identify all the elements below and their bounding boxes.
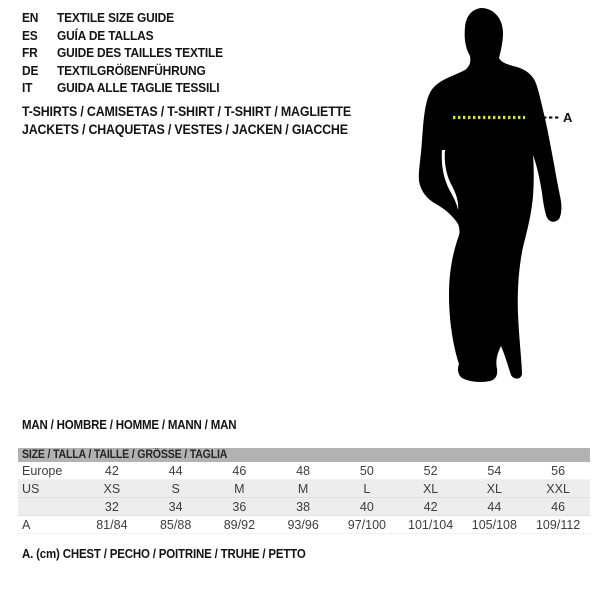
size-cell: 54 <box>487 463 502 478</box>
size-cell: 34 <box>168 499 183 514</box>
row-label: US <box>22 481 40 496</box>
language-title: GUÍA DE TALLAS <box>56 27 154 43</box>
size-cell: 93/96 <box>287 517 319 532</box>
language-code: EN <box>22 10 39 26</box>
language-row <box>22 27 223 45</box>
size-cell: 36 <box>232 499 247 514</box>
size-cell: 101/104 <box>408 517 454 532</box>
category-tshirts: T-SHIRTS / CAMISETAS / T-SHIRT / T-SHIRT / MAGLIETTE <box>22 104 352 119</box>
size-cell: 105/108 <box>471 517 517 532</box>
size-cell: 48 <box>296 463 311 478</box>
language-title: GUIDE DES TAILLES TEXTILE <box>56 45 223 61</box>
size-cell: 50 <box>359 463 374 478</box>
row-label: Europe <box>22 463 63 478</box>
language-title: GUIDA ALLE TAGLIE TESSILI <box>56 80 220 96</box>
size-cell: 40 <box>359 499 374 514</box>
language-title: TEXTILGRÖßENFÜHRUNG <box>56 62 206 78</box>
size-cell: M <box>297 481 309 496</box>
section-heading: MAN / HOMBRE / HOMME / MANN / MAN <box>22 418 237 432</box>
size-table-header-label: SIZE / TALLA / TAILLE / GRÖSSE / TAGLIA <box>22 449 228 461</box>
language-code: ES <box>22 27 38 43</box>
size-cell: 52 <box>423 463 438 478</box>
language-code: DE <box>22 62 39 78</box>
language-title: TEXTILE SIZE GUIDE <box>56 10 174 26</box>
man-silhouette-figure <box>415 0 600 395</box>
size-table-header-bar <box>18 448 590 462</box>
language-title-list <box>22 9 223 97</box>
language-row <box>22 44 223 62</box>
size-cell: 42 <box>423 499 438 514</box>
category-list <box>22 103 351 139</box>
size-cell: 109/112 <box>535 517 581 532</box>
size-cell: XL <box>422 481 439 496</box>
size-cell: 85/88 <box>159 517 192 532</box>
size-cell: S <box>171 481 180 496</box>
size-cell: 42 <box>104 463 119 478</box>
size-cell: 97/100 <box>347 517 386 532</box>
table-row-europe <box>18 462 590 480</box>
size-cell: 56 <box>551 463 566 478</box>
language-row <box>22 79 223 97</box>
size-cell: M <box>234 481 245 496</box>
size-cell: 38 <box>296 499 311 514</box>
table-row-chest-a <box>18 516 590 534</box>
size-cell: 46 <box>551 499 566 514</box>
size-cell: L <box>363 481 371 496</box>
size-cell: 81/84 <box>96 517 128 532</box>
table-row-us <box>18 480 590 498</box>
language-row <box>22 9 223 27</box>
language-code: IT <box>22 80 33 96</box>
measurement-footnote: A. (cm) CHEST / PECHO / POITRINE / TRUHE / PETTO <box>22 547 306 561</box>
language-row <box>22 62 223 80</box>
size-cell: XL <box>486 481 503 496</box>
size-cell: XXL <box>546 481 570 496</box>
size-table <box>18 448 590 534</box>
row-label: A <box>22 517 31 532</box>
language-code: FR <box>22 45 38 61</box>
size-cell: 89/92 <box>223 517 256 532</box>
table-row-numeric <box>18 498 590 516</box>
category-jackets: JACKETS / CHAQUETAS / VESTES / JACKEN / GIACCHE <box>22 122 348 137</box>
size-cell: XS <box>103 481 121 496</box>
size-cell: 44 <box>487 499 502 514</box>
measure-label-a: A <box>563 110 573 125</box>
man-silhouette <box>419 8 562 382</box>
size-cell: 32 <box>104 499 119 514</box>
size-cell: 46 <box>232 463 247 478</box>
size-cell: 44 <box>168 463 183 478</box>
